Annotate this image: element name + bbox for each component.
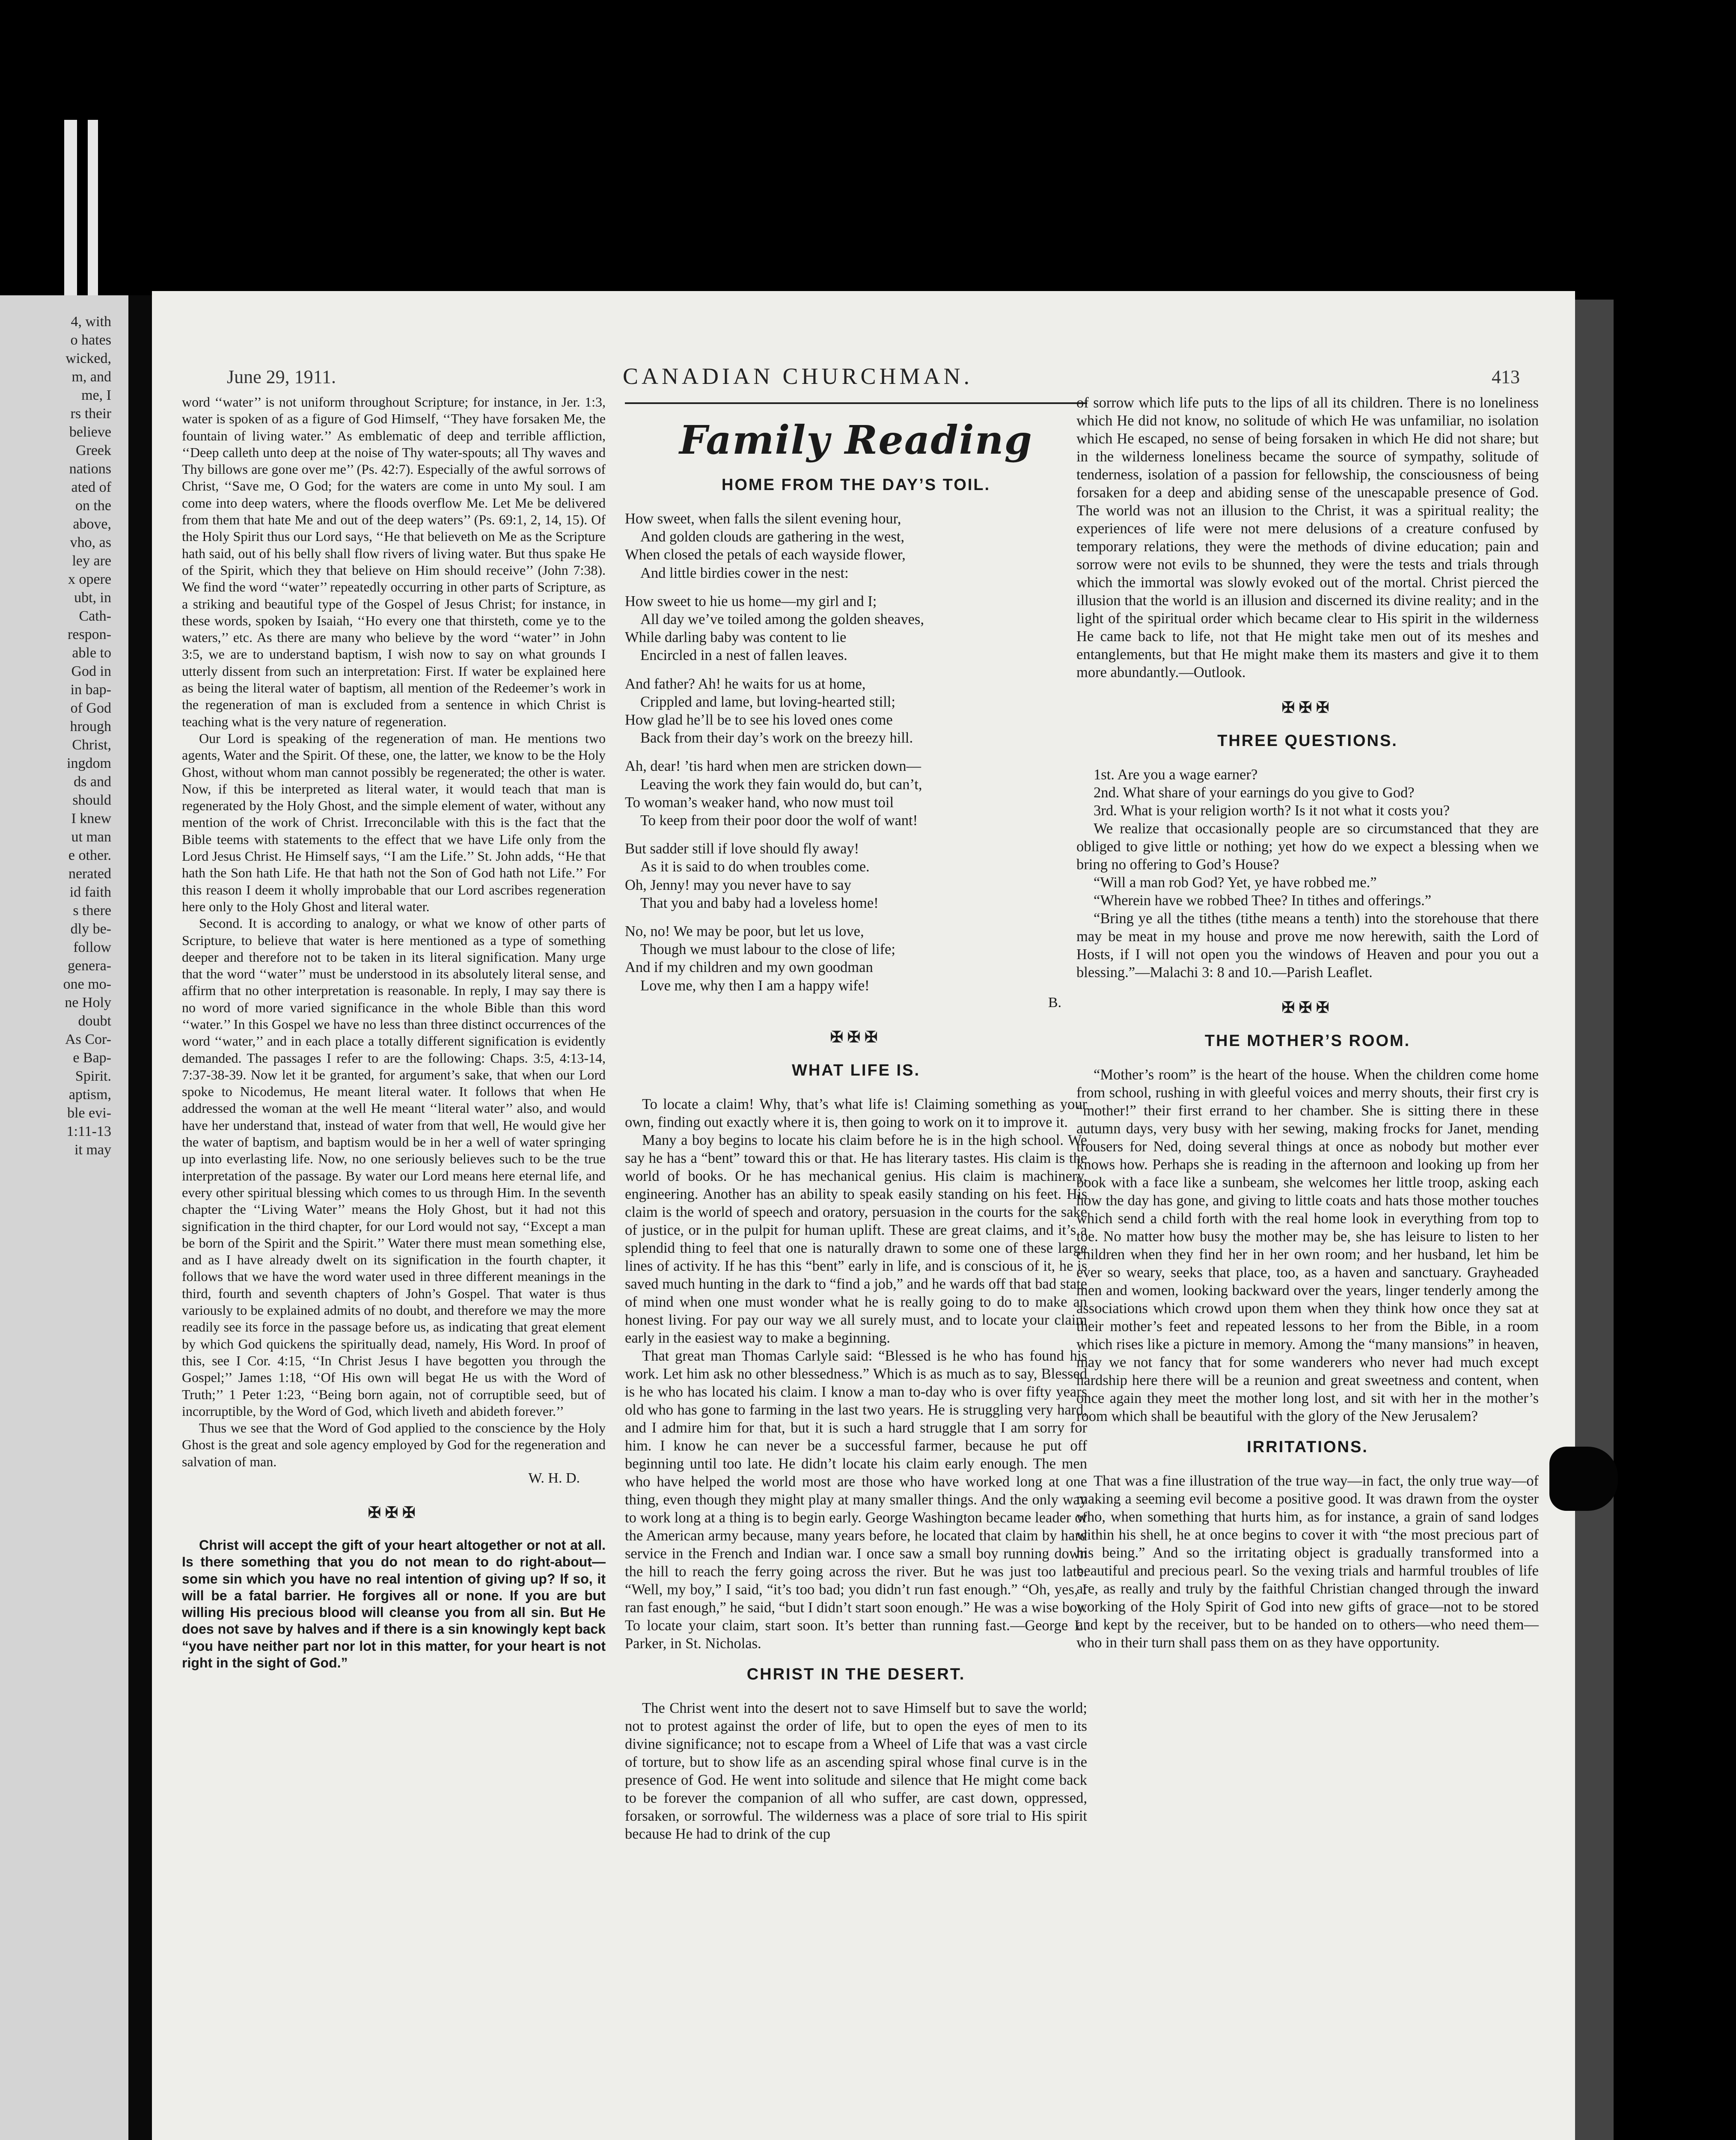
poem-line: To keep from their poor door the wolf of want! (640, 812, 918, 829)
left-page-fragment: on the (75, 498, 111, 514)
poem-line: As it is said to do when troubles come. (640, 859, 870, 875)
callout-block (182, 1537, 606, 1671)
poem-line: How sweet to hie us home—my girl and I; (625, 593, 877, 609)
right-page-edge (1575, 300, 1614, 2140)
left-page-fragment: nerated (68, 866, 111, 882)
three-questions-title: THREE QUESTIONS. (1217, 732, 1398, 750)
page-gutter (128, 295, 152, 2140)
left-page-fragment: it may (74, 1142, 111, 1158)
left-page-fragment: ated of (71, 479, 111, 495)
what-life-title: WHAT LIFE IS. (791, 1061, 921, 1079)
left-page-fragment: ubt, in (74, 590, 111, 606)
film-mark (88, 120, 98, 304)
mothers-room-body: “Mother’s room” is the heart of the house. When the children come home from school, rushing in with gleeful voices and merry shouts, their first cry is “mother!” their first errand to her chamber. She is sitting there in these autumn days, very busy with her sewing, making frocks for Janet, mending trousers for Ned, doing several things at once as nobody but mother ever knows how. Perhaps she is reading in the afternoon and looking up from her book with a face like a sunbeam, she welcomes her little troop, asking each how the day has gone, and giving to little coats and hats those mother touches which send a child forth with the real home look in everything from top to toe. No matter how busy the mother may be, she has leisure to listen to her children when they find her in her own room; and her husband, let him be ever so weary, seeks that place, too, as a haven and sanctuary. Grayheaded men and women, looking backward over the years, linger tenderly among the associations which crowd upon them when they think how once they sat at their mother’s feet and repeated lessons to her from the Bible, in a room which rises like a picture in memory. Among the “many mansions” in heaven, may we not fancy that for some wanderers who never had much except hardship here there will be a reunion and great sweetness and content, when once again they meet the mother long lost, and sit with her in the mother’s room which shall be beautiful with the glory of the New Jerusalem? (1076, 1067, 1539, 1424)
three-questions-paragraph: 3rd. What is your religion worth? Is it not what it costs you? (1094, 802, 1450, 819)
left-page-fragment: ble evi- (67, 1105, 111, 1121)
poem-line: No, no! We may be poor, but let us love, (625, 923, 864, 940)
left-page-fragment: x opere (68, 571, 111, 587)
left-page-fragment: As Cor- (65, 1031, 111, 1047)
left-page-fragment: should (72, 792, 111, 808)
left-page-fragment: Spirit. (75, 1068, 111, 1084)
poem-line: Ah, dear! ’tis hard when men are stricken down— (625, 758, 922, 775)
thumb-shadow (1549, 1447, 1618, 1511)
three-questions-paragraph: 2nd. What share of your earnings do you give to God? (1094, 785, 1415, 801)
left-page-fragment: believe (69, 424, 111, 440)
poem-line: And father? Ah! he waits for us at home, (625, 675, 866, 692)
poem-line: Oh, Jenny! may you never have to say (625, 877, 851, 893)
poem-line: Encircled in a nest of fallen leaves. (640, 647, 847, 664)
left-page-fragment: nations (69, 461, 111, 477)
article-paragraph: word ‘‘water’’ is not uniform throughout Scripture; for instance, in Jer. 1:3, water is spoken of as a figure of God Himself, ‘‘They have forsaken Me, the fountain of living water.’’ As emblematic of deep and terrible affliction, ‘‘Deep calleth unto deep at the noise of Thy water-spouts; all Thy waves and Thy billows are gone over me’’ (Ps. 42:7). Especially of the awful sorrows of Christ, ‘‘Save me, O God; for the waters are come in unto My soul. I am come into deep waters, where the floods overflow Me. Let Me be delivered from them that hate Me and out of the deep waters’’ (Ps. 69:1, 2, 14, 15). Of the Holy Spirit thus our Lord says, ‘‘He that believeth on Me as the Scripture hath said, out of his belly shall flow rivers of living water. But thus spake He of the Spirit, which they that believe on Him should receive’’ (John 7:38). We find the word ‘‘water’’ repeatedly occurring in other parts of Scripture, as a striking and beautiful type of the Gospel of Jesus Christ; for instance, in these words, spoken by Isaiah, ‘‘Ho every one that thirsteth, come ye to the waters,’’ etc. As there are many who believe by the word ‘‘water’’ in John 3:5, we are to understand baptism, I wish now to say on what grounds I utterly dissent from such an interpretation: First. If water be explained here as being the literal water of baptism, all mention of the Redeemer’s work in the regeneration of man is excluded from a sentence in which Christ is teaching what is the very nature of regeneration. (182, 394, 606, 729)
left-page-fragment: m, and (71, 369, 111, 385)
poem-line: Back from their day’s work on the breezy hill. (640, 730, 913, 746)
stanza-gap (625, 665, 1087, 675)
left-page-fragment: ds and (74, 774, 111, 790)
poem-line: Love me, why then I am a happy wife! (640, 977, 870, 994)
article-paragraph: Thus we see that the Word of God applied to the conscience by the Holy Ghost is the great and sole agency employed by God for the regeneration and salvation of man. (182, 1420, 606, 1469)
header-rule (625, 402, 1087, 404)
three-questions-paragraph: “Bring ye all the tithes (tithe means a tenth) into the storehouse that there may be meat in my house and prove me now herewith, saith the Lord of Hosts, if I will not open you the windows of Heaven and pour you out a blessing.”—Malachi 3: 8 and 10.—Parish Leaflet. (1076, 910, 1539, 981)
article-signature: W. H. D. (528, 1470, 580, 1486)
ornament: ✠✠✠ (368, 1504, 420, 1521)
left-page-fragment: ne Holy (65, 995, 111, 1011)
poem-line: When closed the petals of each wayside flower, (625, 547, 906, 563)
poem (625, 510, 1087, 995)
page-number: 413 (1492, 366, 1520, 387)
poem-line: How glad he’ll be to see his loved ones come (625, 712, 893, 728)
three-questions-paragraph: “Wherein have we robbed Thee? In tithes and offerings.” (1094, 892, 1432, 909)
left-page-fragment: e other. (68, 847, 111, 863)
three-questions-paragraph: 1st. Are you a wage earner? (1094, 767, 1258, 783)
left-page-fragment: doubt (78, 1013, 111, 1029)
poem-title: HOME FROM THE DAY’S TOIL. (721, 476, 991, 494)
left-page-fragment: vho, as (70, 535, 111, 550)
column-3 (1076, 394, 1539, 1652)
left-page-fragment: rs their (70, 406, 111, 422)
section-title: Family Reading (679, 417, 1033, 463)
issue-date: June 29, 1911. (227, 366, 336, 387)
left-page-fragment: hrough (70, 719, 111, 734)
article-paragraph: Second. It is according to analogy, or what we know of other parts of Scripture, to believe that water is here mentioned as a type of something deeper and therefore not to be taken in its literal signification. Many urge that the word ‘‘water’’ must be understood in its absolutely literal sense, and affirm that no other interpretation is reasonable. In reply, I may say there is no word of more varied significance in the whole Bible than this word ‘‘water.’’ In this Gospel we have no less than three distinct occurrences of the word ‘‘water,’’ and in each place a totally different signification is evidently demanded. The passages I refer to are the following: Chaps. 3:5, 4:13-14, 7:37-38-39. Now let it be granted, for argument’s sake, that when our Lord spoke to Nicodemus, He meant literal water. It follows that when He addressed the woman at the well He meant ‘‘literal water’’ also, and would have her understand that, instead of water from that well, He would give her the water of baptism, and baptism would be in her a well of water springing up into everlasting life. Now, no one seriously believes such to be the true interpretation of the passage. By water our Lord means here eternal life, and every other spiritual blessing which comes to us through Him. In the seventh chapter the ‘‘Living Water’’ means the Holy Ghost, but it had not this signification in the third chapter, for our Lord would not say, ‘‘Except a man be born of the Spirit and the Spirit.’’ Water there must mean something else, and as I have already dwelt on its signification in the fourth chapter, it follows that we have the word water used in three different meanings in the third, fourth and seventh chapters of John’s Gospel. That water is thus variously to be explained admits of no doubt, and therefore we may the more readily see its force in the passage before us, as indicating that great element by which God quickens the spiritually dead, namely, His Word. In proof of this, see I Cor. 4:15, ‘‘In Christ Jesus I have begotten you through the Gospel;’’ James 1:18, ‘‘Of His own will begat He us with the Word of Truth;’’ 1 Peter 1:23, ‘‘Being born again, not of corruptible seed, but of incorruptible, by the Word of God, which liveth and abideth forever.’’ (182, 915, 606, 1419)
stanza-gap (625, 912, 1087, 922)
left-page-fragment: of God (70, 700, 111, 716)
stanza-gap (625, 829, 1087, 840)
left-page-fragment: in bap- (70, 682, 111, 698)
poem-line: And little birdies cower in the nest: (640, 565, 849, 581)
left-page-fragment: above, (73, 516, 111, 532)
left-page-fragment: s there (73, 903, 111, 918)
poem-line: That you and baby had a loveless home! (640, 895, 879, 911)
publication-title: CANADIAN CHURCHMAN. (623, 363, 973, 389)
left-page-fragment: ut man (71, 829, 111, 845)
stanza-gap (625, 582, 1087, 592)
column-1 (182, 394, 606, 1671)
poem-line: Though we must labour to the close of life; (640, 941, 895, 958)
poem-line: To woman’s weaker hand, who now must toil (625, 794, 894, 811)
left-page-fragment: able to (72, 645, 111, 661)
poem-line: And golden clouds are gathering in the west, (640, 529, 905, 545)
left-page-fragment: o hates (70, 332, 111, 348)
irritations-title: IRRITATIONS. (1247, 1438, 1368, 1456)
left-page-fragment: wicked, (65, 351, 111, 366)
three-questions-paragraph: We realize that occasionally people are so circumstanced that they are obliged to give little or nothing; yet how do we expect a blessing when we bring no offering to God’s House? (1076, 820, 1539, 873)
left-page-fragment: e Bap- (73, 1050, 111, 1066)
three-questions-paragraph: “Will a man rob God? Yet, ye have robbed me.” (1094, 874, 1377, 891)
film-mark (64, 120, 77, 304)
left-page-fragment: 4, with (71, 314, 111, 330)
left-page-fragment: respon- (68, 627, 111, 642)
irritations-body: That was a fine illustration of the true way—in fact, the only true way—of making a seeming evil become a positive good. It was drawn from the oyster who, when something that hurts him, as for instance, a grain of sand lodges within his shell, he at once begins to cover it with “the most precious part of his being.” And so the irritating object is gradually transformed into a beautiful and precious pearl. So the vexing trials and harmful troubles of life are, as really and truly by the faithful Christian changed through the inward working of the Holy Spirit of God into new gifts of grace—not to be stored and kept by the receiver, but to be handed on to others—who need them—who in their turn shall pass them on as they have opportunity. (1076, 1473, 1539, 1651)
left-page-fragment: follow (73, 939, 111, 955)
ornament: ✠✠✠ (1281, 699, 1334, 716)
poem-line: Leaving the work they fain would do, but can’t, (640, 776, 922, 793)
article-paragraph: Our Lord is speaking of the regeneration of man. He mentions two agents, Water and the Spirit. Of these, one, the latter, we know to be the Holy Ghost, without whom man cannot possibly be regenerated; the other is water. Now, if this be interpreted as literal water, it would teach that man is regenerated by the Holy Ghost, and the simple element of water, without any mention of the work of Christ. Irreconcilable with this is the fact that the Bible teems with statements to the effect that we have Life only from the Lord Jesus Christ. He Himself says, ‘‘I am the Life.’’ St. John adds, ‘‘He that hath the Son hath Life. He that hath not the Son of God hath not Life.’’ For this reason I deem it wholly improbable that our Lord ascribes regeneration here only to the Holy Ghost and literal water. (182, 730, 606, 914)
mothers-room-title: THE MOTHER’S ROOM. (1204, 1032, 1411, 1050)
christ-desert-body: The Christ went into the desert not to save Himself but to save the world; not to protest against the order of life, but to open the eyes of men to its divine significance; not to escape from a Wheel of Life that was a vast circle of torture, but to show life as an ascending spiral whose final curve is in the presence of God. He went into solitude and silence that He might come back to be forever the companion of all who suffer, are cast down, oppressed, forsaken, or sorrowful. The wilderness was a place of sore trial to His spirit because He had to drink of the cup (625, 1700, 1087, 1842)
poem-line: All day we’ve toiled among the golden sheaves, (640, 611, 924, 628)
poem-line: While darling baby was content to lie (625, 629, 847, 646)
left-page-fragment: aptism, (68, 1087, 111, 1103)
poem-line: But sadder still if love should fly away! (625, 841, 859, 857)
newspaper-page (152, 291, 1575, 2140)
column-2 (625, 394, 1087, 1843)
left-page-fragment: ley are (72, 553, 111, 569)
left-page-fragment: Greek (75, 443, 111, 458)
three-questions-body (1076, 766, 1539, 981)
callout-paragraph: Christ will accept the gift of your heart altogether or not at all. Is there something that you do not mean to do right-about—some sin which you have no real intention of giving up? If so, it will be a fatal barrier. He forgives all or none. If you are but willing His precious blood will cleanse you from all sin. But He does not save by halves and if there is a sin knowingly kept back “you have neither part nor lot in this matter, for your heart is not right in the sight of God.” (182, 1537, 606, 1671)
poem-line: How sweet, when falls the silent evening hour, (625, 511, 901, 527)
what-life-paragraph: That great man Thomas Carlyle said: “Blessed is he who has found his work. Let him ask no other blessedness.” Which is as much as to say, Blessed is he who has located his claim. I know a man to-day who is over fifty years old who has gone to farming in the last two years. He is struggling very hard, and I admire him for that, but it is such a hard struggle that I am sorry for him. I know he can never be a successful farmer, because he put off beginning until too late. He didn’t locate his claim early enough. The men who have helped the world most are those who have worked long at one thing, even though they might play at many smaller things. And the only way to work long at a thing is to begin early. George Washington became leader of the American army because, many years before, he located that claim by hard service in the French and Indian war. I once saw a small boy running down the hill to reach the ferry going across the river. But he was just too late. “Well, my boy,” I said, “it’s too bad; you didn’t run fast enough.” “Oh, yes, I ran fast enough,” he said, “but I didn’t start soon enough.” He was a wise boy. To locate your claim, start soon. It’s better than running fast.—George L. Parker, in St. Nicholas. (625, 1347, 1087, 1652)
poem-line: And if my children and my own goodman (625, 959, 873, 976)
left-page-fragment: I knew (71, 811, 111, 826)
left-page-fragment: ingdom (67, 755, 111, 771)
poem-line: Crippled and lame, but loving-hearted still; (640, 693, 895, 710)
left-page-fragment: id faith (69, 884, 111, 900)
ornament: ✠✠✠ (1281, 999, 1334, 1016)
left-page-fragment: genera- (68, 958, 111, 974)
christ-desert-continuation: of sorrow which life puts to the lips of all its children. There is no loneliness which He did not know, no solitude of which He was unfamiliar, no isolation which He escaped, no sense of being forsaken in which He did not share; but in the wilderness loneliness became the source of sympathy, solitude of tenderness, isolation of a passion for fellowship, the consciousness of being forsaken for a deep and abiding sense of the unescapable presence of God. The world was not an illusion to the Christ, it was a spiritual reality; the experiences of life were not mere delusions of a creature confused by temporary relations, they were the methods of divine education; pain and sorrow were not evils to be shunned, they were the tests and trials through which the immortal was slowly evoked out of the mortal. Christ pierced the illusion that the world is an illusion and discerned its divine reality; and in the light of the spiritual order which became clear to His spirit in the wilderness He came back to life, not that He might take men out of its meshes and entanglements, but that He might make them its masters and give it to them more abundantly.—Outlook. (1076, 395, 1539, 681)
stanza-gap (625, 747, 1087, 757)
christ-desert-title: CHRIST IN THE DESERT. (746, 1665, 966, 1683)
what-life-paragraph: Many a boy begins to locate his claim before he is in the high school. We say he has a “bent” toward this or that. He has literary tastes. His claim is the world of books. Or he has mechanical genius. His claim is machinery, engineering. Another has an ability to speak easily standing on his feet. His claim is the world of speech and oratory, persuasion in the courts for the sake of justice, or in the pulpit for human uplift. These are great claims, and it’s a splendid thing to feel that one is naturally drawn to some one of these large lines of activity. If he has this “bent” early in life, and is conscious of it, he is saved much hunting in the dark to “find a job,” and he wards off that bad state of mind when one must wonder what he is really going to do to make an honest living. For pay our way we all surely must, and to locate your claim early in the easiest way to make a beginning. (625, 1132, 1087, 1346)
ornament: ✠✠✠ (830, 1028, 882, 1046)
left-page-fragment: me, I (81, 387, 111, 403)
left-page-fragment: Christ, (72, 737, 111, 753)
what-life-paragraph: To locate a claim! Why, that’s what life is! Claiming something as your own, finding out exactly where it is, then going to work on it to improve it. (625, 1096, 1087, 1130)
what-life-body (625, 1095, 1087, 1653)
left-page-fragment: 1:11-13 (66, 1124, 111, 1139)
left-page-fragment: God in (71, 663, 111, 679)
poem-signature: B. (1048, 994, 1061, 1011)
left-page-edge (0, 295, 128, 2140)
left-page-fragment: one mo- (63, 976, 111, 992)
left-page-fragment: dly be- (70, 921, 111, 937)
left-page-fragment: Cath- (79, 608, 111, 624)
